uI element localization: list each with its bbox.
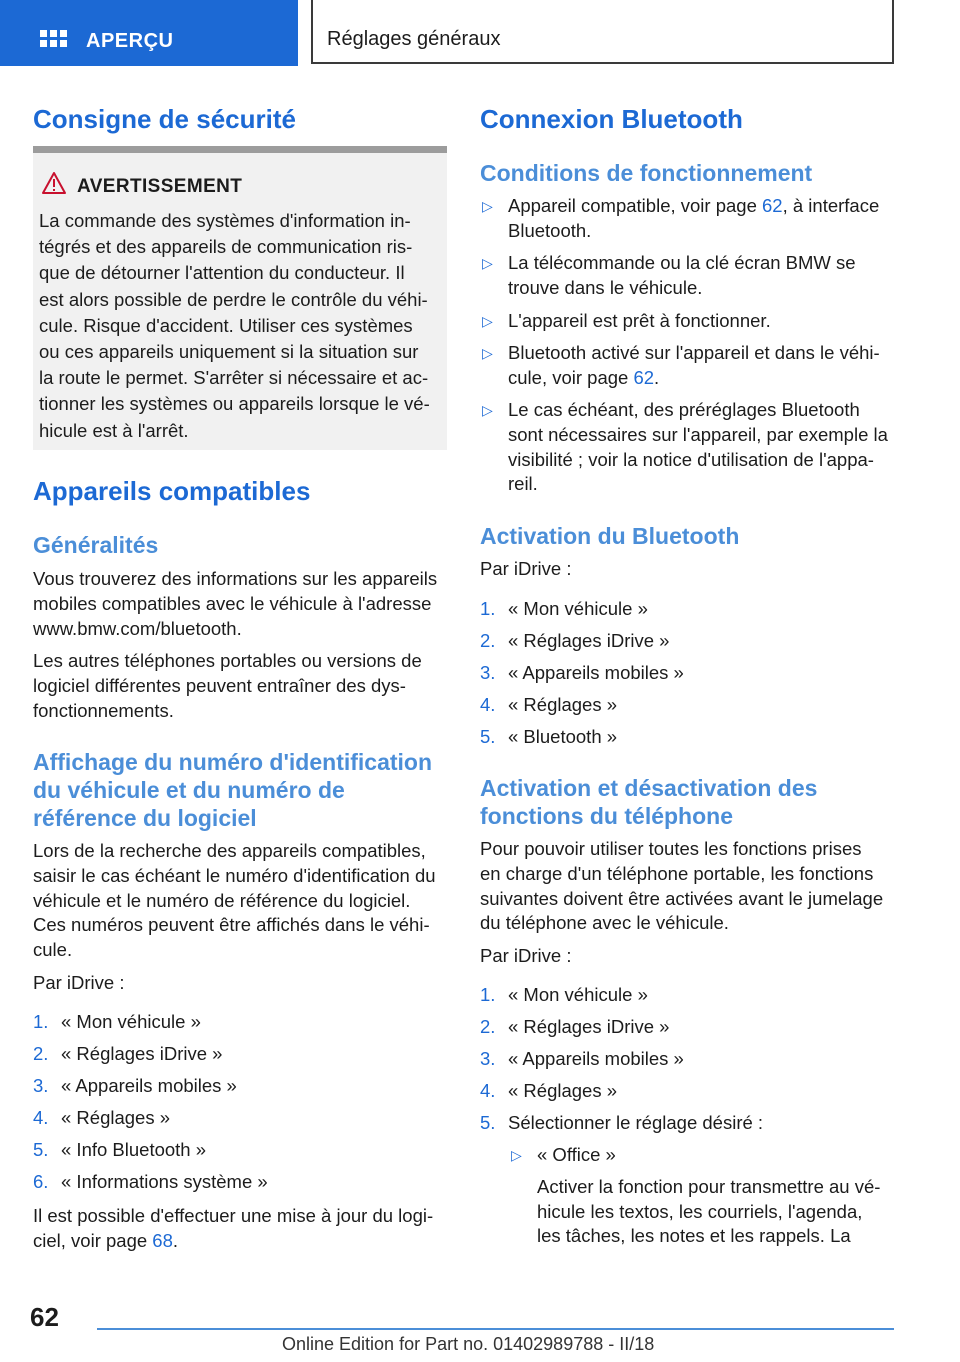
warning-line: est alors possible de perdre le contrôle du véhi- bbox=[39, 288, 428, 310]
conditions-heading: Conditions de fonctionnement bbox=[480, 160, 813, 186]
overview-tab[interactable] bbox=[0, 0, 298, 66]
phone-functions-heading: Activation et désactivation des fonctions du téléphone bbox=[480, 775, 818, 829]
triangle-bullet-icon: ▷ bbox=[511, 1147, 522, 1163]
triangle-bullet-icon: ▷ bbox=[482, 345, 493, 361]
footer-edition: Online Edition for Part no. 01402989788 - II/18 bbox=[282, 1334, 655, 1354]
vin-heading: Affichage du numéro d'identification du véhicule et du numéro de référence du logiciel bbox=[33, 749, 433, 831]
warning-line: ou ces appareils uniquement si la situation sur bbox=[39, 341, 419, 363]
warning-line: tégrés et des appareils de communication ris- bbox=[39, 236, 413, 258]
page-link-68[interactable]: 68 bbox=[152, 1229, 173, 1251]
vin-paragraph: Lors de la recherche des appareils compatibles, saisir le cas échéant le numéro d'identification du véhicule et le numéro de référence du logiciel. Ces numéros peuvent être affichés dans le véhi- cule. bbox=[33, 840, 436, 961]
par-idrive-label: Par iDrive : bbox=[480, 945, 572, 966]
triangle-bullet-icon: ▷ bbox=[482, 255, 493, 271]
warning-text bbox=[39, 208, 443, 444]
par-idrive-label: Par iDrive : bbox=[480, 558, 572, 579]
grid-menu-icon bbox=[40, 30, 67, 52]
triangle-bullet-icon: ▷ bbox=[482, 198, 493, 214]
warning-line: la route le permet. S'arrêter si nécessaire et ac- bbox=[39, 367, 429, 389]
triangle-bullet-icon: ▷ bbox=[482, 402, 493, 418]
par-idrive-label: Par iDrive : bbox=[33, 972, 125, 993]
general-paragraph-1: Vous trouverez des informations sur les appareils mobiles compatibles avec le véhicule à l'adresse www.bmw.com/bluetooth. bbox=[33, 568, 438, 639]
bluetooth-connection-heading: Connexion Bluetooth bbox=[480, 104, 743, 134]
warning-box bbox=[33, 146, 447, 450]
warning-line: tionner les systèmes ou appareils lorsque le vé- bbox=[39, 393, 430, 415]
warning-line: hicule est à l'arrêt. bbox=[39, 419, 189, 441]
warning-triangle-icon bbox=[41, 171, 67, 195]
section-title-box bbox=[311, 0, 894, 64]
overview-tab-label: APERÇU bbox=[86, 30, 174, 52]
warning-line: que de détourner l'attention du conducteur. Il bbox=[39, 262, 405, 284]
general-paragraph-2: Les autres téléphones portables ou versions de logiciel différentes peuvent entraîner des dys- fonctionnements. bbox=[33, 650, 422, 721]
page-header bbox=[0, 0, 960, 66]
general-heading: Généralités bbox=[33, 532, 159, 558]
safety-heading: Consigne de sécurité bbox=[33, 104, 296, 134]
warning-line: La commande des systèmes d'information in- bbox=[39, 210, 411, 231]
warning-title: AVERTISSEMENT bbox=[77, 176, 243, 197]
page-link-62[interactable]: 62 bbox=[762, 195, 783, 216]
phone-paragraph: Pour pouvoir utiliser toutes les fonctions prises en charge d'un téléphone portable, les fonctions suivantes doivent être activées avant le jumelage du téléphone avec le véhicule. bbox=[480, 838, 884, 934]
warning-line: cule. Risque d'accident. Utiliser ces systèmes bbox=[39, 314, 413, 336]
page-number: 62 bbox=[30, 1302, 59, 1332]
triangle-bullet-icon: ▷ bbox=[482, 313, 493, 329]
page-link-62[interactable]: 62 bbox=[633, 366, 655, 388]
footer-divider bbox=[97, 1328, 894, 1330]
update-paragraph: Il est possible d'effectuer une mise à jour du logi- ciel, voir page 68. bbox=[33, 1205, 434, 1251]
compatible-devices-heading: Appareils compatibles bbox=[33, 476, 311, 506]
activation-heading: Activation du Bluetooth bbox=[480, 523, 740, 549]
section-title: Réglages généraux bbox=[327, 28, 501, 50]
